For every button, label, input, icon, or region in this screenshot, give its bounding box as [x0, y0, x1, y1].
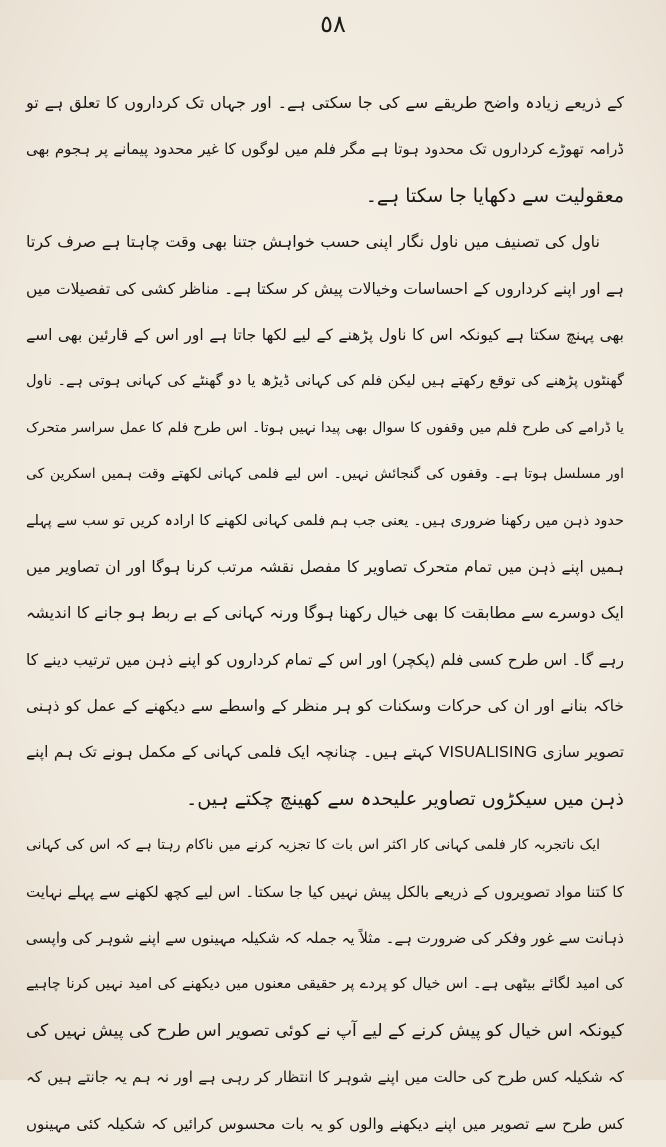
text-line: تصویر سازی VISUALISING کہتے ہیں۔ چنانچہ ایک فلمی کہانی کے مکمل ہونے تک ہم اپنے — [26, 743, 625, 762]
text-line: حدود ذہن میں رکھنا ضروری ہیں۔ یعنی جب ہم فلمی کہانی لکھنے کا ارادہ کریں تو سب سے پہلے — [26, 512, 624, 529]
page-number: ٥٨ — [320, 10, 346, 38]
body-text — [26, 80, 624, 1147]
text-line: ایک دوسرے سے مطابقت کا بھی خیال رکھنا ہوگا ورنہ کہانی کے بے ربط ہو جانے کا اندیشہ — [26, 603, 624, 623]
text-line: ناول کی تصنیف میں ناول نگار اپنی حسب خواہش جتنا بھی وقت چاہتا ہے صرف کرتا — [26, 232, 600, 252]
text-line: خاکہ بنانے اور ان کی حرکات وسکنات کو ہر منظر کے واسطے سے دیکھنے کے عمل کو ذہنی — [26, 697, 624, 716]
text-line: ایک ناتجربہ کار فلمی کہانی کار اکثر اس بات کا تجزیہ کرنے میں ناکام رہتا ہے کہ اس کی کہانی — [26, 837, 600, 854]
text-line: کس طرح سے تصویر میں اپنے دیکھنے والوں کو یہ بات محسوس کرائیں کہ شکیلہ کئی مہینوں — [26, 1114, 624, 1133]
text-line: ڈرامہ تھوڑے کرداروں تک محدود ہوتا ہے مگر فلم میں لوگوں کا غیر محدود پیمانے پر ہجوم بھی — [26, 140, 624, 159]
text-line: ہمیں اپنے ذہن میں تمام متحرک تصاویر کا مفصل نقشہ مرتب کرنا ہوگا اور ان تصاویر میں — [26, 557, 624, 576]
text-line: کہ شکیلہ کس طرح کی حالت میں اپنے شوہر کا انتظار کر رہی ہے اور نہ ہم یہ جانتے ہیں کہ — [26, 1068, 624, 1087]
text-line: کے ذریعے زیادہ واضح طریقے سے کی جا سکتی ہے۔ اور جہاں تک کرداروں کا تعلق ہے تو — [26, 93, 624, 112]
text-line: ہے اور اپنے کرداروں کے احساسات وخیالات پیش کر سکتا ہے۔ مناظر کشی کی تفصیلات میں — [26, 279, 624, 298]
text-line: گھنٹوں پڑھنے کی توقع رکھتے ہیں لیکن فلم کی کہانی ڈیڑھ یا دو گھنٹے کی کہانی ہوتی ہے۔ ناول — [26, 373, 624, 390]
text-line: یا ڈرامے کی طرح فلم میں وقفوں کا سوال بھی پیدا نہیں ہوتا۔ اس طرح فلم کا عمل سراسر متحرک — [26, 419, 624, 436]
text-line: کی امید لگائے بیٹھی ہے۔ اس خیال کو پردے پر حقیقی معنوں میں دیکھنے کی امید نہیں کرنا چاہیے — [26, 976, 624, 993]
text-line: معقولیت سے دکھایا جا سکتا ہے۔ — [365, 184, 624, 207]
text-line: کا کتنا مواد تصویروں کے ذریعے بالکل پیش نہیں کیا جا سکتا۔ اس لیے کچھ لکھنے سے پہلے نہایت — [26, 882, 624, 901]
text-line: اور مسلسل ہوتا ہے۔ وقفوں کی گنجائش نہیں۔ اس لیے فلمی کہانی لکھتے وقت ہمیں اسکرین کی — [26, 466, 624, 483]
text-line: ذہانت سے غور وفکر کی ضرورت ہے۔ مثلاً یہ جملہ کہ شکیلہ مہینوں سے اپنے شوہر کی واپسی — [25, 929, 624, 948]
text-line: ذہن میں سیکڑوں تصاویر علیحدہ سے کھینچ چکتے ہیں۔ — [186, 787, 624, 810]
text-line: رہے گا۔ اس طرح کسی فلم (پکچر) اور اس کے تمام کرداروں کو اپنے ذہن میں ترتیب دینے کا — [26, 650, 624, 669]
text-line: کیونکہ اس خیال کو پیش کرنے کے لیے آپ نے کوئی تصویر اس طرح کی پیش نہیں کی — [26, 1020, 624, 1041]
text-line: بھی پہنچ سکتا ہے کیونکہ اس کا ناول پڑھنے کے لیے لکھا جاتا ہے اور اس کے قارئین بھی اسے — [26, 325, 624, 344]
